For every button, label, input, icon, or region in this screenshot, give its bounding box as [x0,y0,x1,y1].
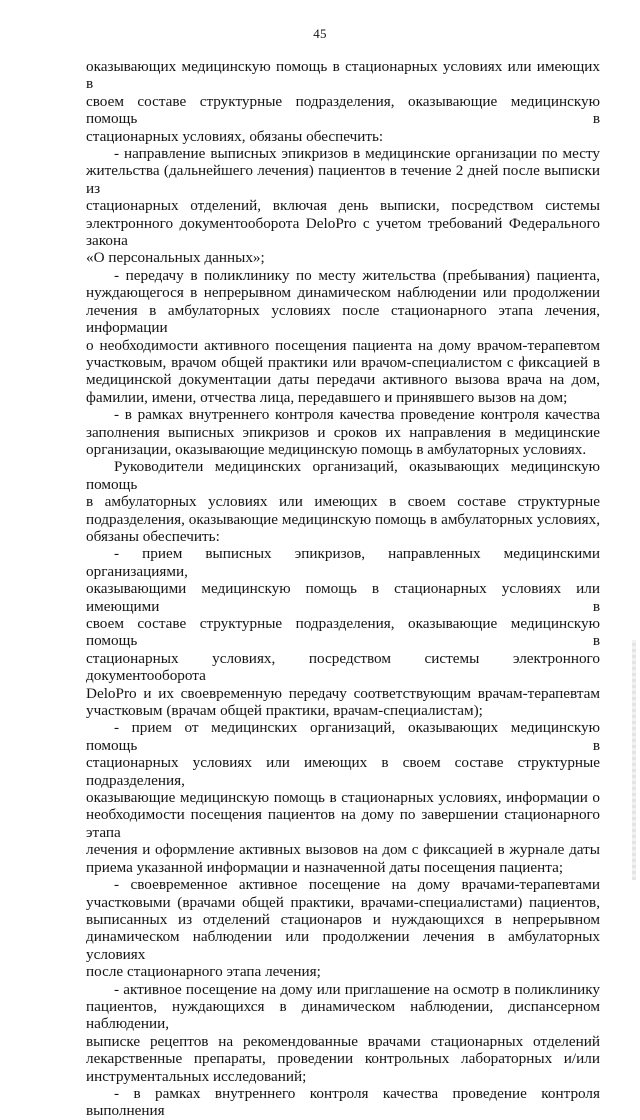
text-line: - в рамках внутреннего контроля качества проведение контроля качества [114,406,600,424]
text-line: инструментальных исследований; [86,1067,307,1085]
text-line: нуждающегося в непрерывном динамическом наблюдении или продолжении [86,284,600,302]
text-line: обязаны обеспечить: [86,527,220,545]
text-line: фамилии, имени, отчества лица, передавшего и принявшего вызов на дом; [86,388,568,406]
text-line: Руководители медицинских организаций, оказывающих медицинскую помощь [86,458,600,493]
text-line: выписке рецептов на рекомендованные врачами стационарных отделений [86,1032,600,1050]
text-line: динамическом наблюдении или продолжении лечения в амбулаторных условиях [86,928,600,963]
text-line: своем составе структурные подразделения, оказывающие медицинскую помощь в [86,92,600,128]
paragraph [86,145,600,267]
text-line: после стационарного этапа лечения; [86,963,321,981]
text-line: медицинской документации даты передачи активного вызова врача на дом, [86,371,600,389]
text-line: стационарных условиях, обязаны обеспечить: [86,127,384,145]
document-body [86,58,600,1120]
paragraph [86,981,600,1085]
text-line: DeloPro и их своевременную передачу соответствующим врачам-терапевтам [86,684,600,702]
text-line: подразделения, оказывающие медицинскую помощь в амбулаторных условиях, [86,510,600,528]
paragraph [86,876,600,980]
text-line: о необходимости активного посещения пациента на дому врачом-терапевтом [86,336,600,354]
text-line: - направление выписных эпикризов в медицинские организации по месту [114,145,600,163]
text-line: лечения и оформление активных вызовов на дом с фиксацией в журнале даты [86,841,600,859]
text-line: - прием выписных эпикризов, направленных медицинскими организациями, [86,545,600,580]
paragraph [86,406,600,458]
text-line: - активное посещение на дому или приглашение на осмотр в поликлинику [114,980,600,998]
text-line: своем составе структурные подразделения, оказывающие медицинскую помощь в [86,615,600,650]
text-line: оказывающих медицинскую помощь в стационарных условиях или имеющих в [86,58,600,93]
text-line: - передачу в поликлинику по месту жительства (пребывания) пациента, [114,266,600,284]
text-line: выписанных из отделений стационаров и нуждающихся в непрерывном [86,910,600,928]
paragraph [86,545,600,719]
text-line: - прием от медицинских организаций, оказывающих медицинскую помощь в [86,719,600,754]
paragraph [86,458,600,545]
text-line: приема указанной информации и назначенной даты посещения пациента; [86,858,564,876]
text-line: лечения в амбулаторных условиях после стационарного этапа лечения, информации [86,301,600,337]
text-line: - своевременное активное посещение на дому врачами-терапевтами [114,876,600,894]
text-line: в амбулаторных условиях или имеющих в своем составе структурные [86,493,600,511]
text-line: необходимости посещения пациентов на дому по завершении стационарного этапа [86,806,600,841]
text-line: стационарных условиях или имеющих в своем составе структурные подразделения, [86,754,600,789]
text-line: участковым, врачом общей практики или врачом-специалистом с фиксацией в [86,353,600,371]
text-line: организации, оказывающие медицинскую помощь в амбулаторных условиях. [86,440,587,458]
text-line: пациентов, нуждающихся в динамическом наблюдении, диспансерном наблюдении, [86,997,600,1033]
text-line: - в рамках внутреннего контроля качества проведение контроля выполнения [86,1084,600,1120]
paragraph [86,719,600,876]
text-line: заполнения выписных эпикризов и сроков их направления в медицинские [86,423,600,441]
text-line: участковыми (врачами общей практики, врачами-специалистами) пациентов, [86,893,600,911]
text-line: лекарственные препараты, проведении контрольных лабораторных и/или [86,1050,600,1068]
text-line: стационарных условиях, посредством системы электронного документооборота [86,649,600,685]
paragraph [86,1085,600,1120]
scan-edge-mark [632,640,636,880]
text-line: «О персональных данных»; [86,249,265,267]
text-line: участковым (врачам общей практики, врачам-специалистам); [86,702,483,720]
text-line: электронного документооборота DeloPro с учетом требований Федерального закона [86,214,600,250]
paragraph [86,267,600,406]
page-number: 45 [313,26,327,41]
text-line: стационарных отделений, включая день выписки, посредством системы [86,197,600,215]
text-line: оказывающими медицинскую помощь в стационарных условиях или имеющими в [86,580,600,615]
text-line: оказывающие медицинскую помощь в стационарных условиях, информации о [86,789,600,807]
text-line: жительства (дальнейшего лечения) пациентов в течение 2 дней после выписки из [86,162,600,197]
paragraph [86,58,600,145]
